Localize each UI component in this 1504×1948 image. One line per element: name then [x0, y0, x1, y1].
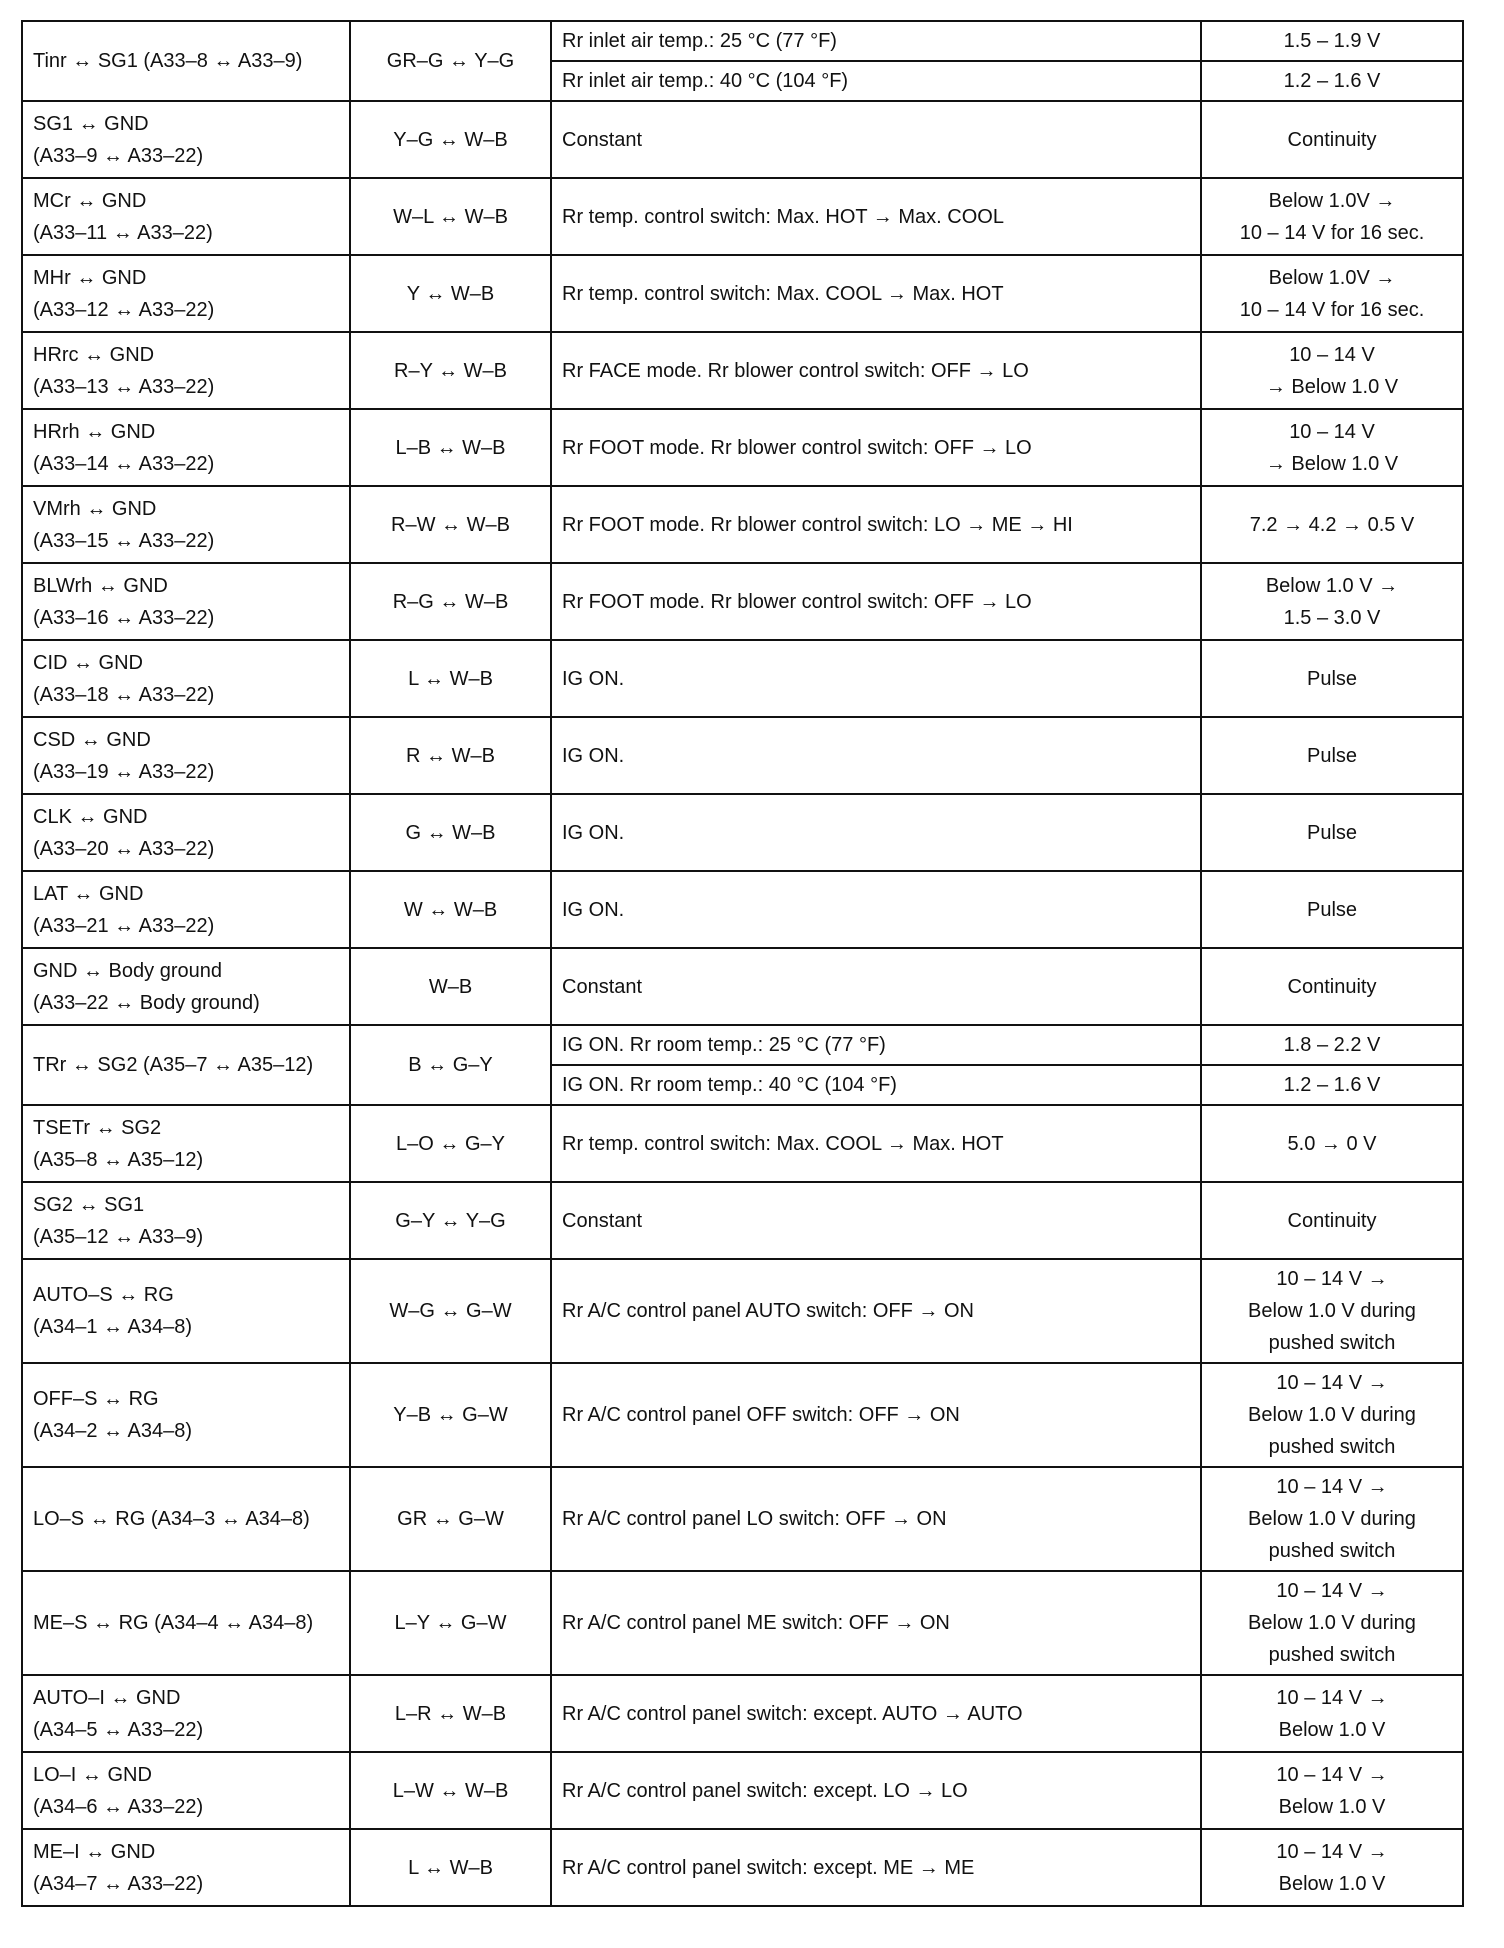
table-body — [22, 21, 1463, 1906]
condition-cell: Rr temp. control switch: Max. COOL → Max. HOT — [551, 255, 1201, 332]
wiring-color-cell: GR ↔ G–W — [350, 1467, 551, 1571]
specified-condition-cell: 10 – 14 V → Below 1.0 V — [1201, 1829, 1463, 1906]
terminal-cell: BLWrh ↔ GND (A33–16 ↔ A33–22) — [22, 563, 350, 640]
condition-cell: Rr inlet air temp.: 25 °C (77 °F) — [551, 21, 1201, 61]
specified-condition-cell: Continuity — [1201, 948, 1463, 1025]
table-row — [22, 1182, 1463, 1259]
condition-cell: Rr A/C control panel OFF switch: OFF → ON — [551, 1363, 1201, 1467]
table-row — [22, 794, 1463, 871]
table-row — [22, 1675, 1463, 1752]
condition-cell: IG ON. — [551, 794, 1201, 871]
table-row — [22, 717, 1463, 794]
specified-condition-cell: 10 – 14 V → Below 1.0 V during pushed switch — [1201, 1571, 1463, 1675]
specified-condition-cell: Continuity — [1201, 101, 1463, 178]
specified-condition-cell: 10 – 14 V → Below 1.0 V — [1201, 1752, 1463, 1829]
terminal-cell: SG2 ↔ SG1 (A35–12 ↔ A33–9) — [22, 1182, 350, 1259]
specified-condition-cell: 1.5 – 1.9 V — [1201, 21, 1463, 61]
table-row — [22, 1363, 1463, 1467]
wiring-color-cell: R ↔ W–B — [350, 717, 551, 794]
condition-cell: IG ON. — [551, 871, 1201, 948]
wiring-color-cell: G–Y ↔ Y–G — [350, 1182, 551, 1259]
condition-cell: Rr A/C control panel switch: except. LO → LO — [551, 1752, 1201, 1829]
condition-cell: Rr temp. control switch: Max. COOL → Max. HOT — [551, 1105, 1201, 1182]
terminal-cell: MCr ↔ GND (A33–11 ↔ A33–22) — [22, 178, 350, 255]
table-row — [22, 948, 1463, 1025]
terminal-cell: ME–S ↔ RG (A34–4 ↔ A34–8) — [22, 1571, 350, 1675]
terminal-cell: GND ↔ Body ground (A33–22 ↔ Body ground) — [22, 948, 350, 1025]
specified-condition-cell: 10 – 14 V → Below 1.0 V — [1201, 409, 1463, 486]
table-row — [22, 486, 1463, 563]
condition-cell: Rr A/C control panel switch: except. AUTO → AUTO — [551, 1675, 1201, 1752]
specified-condition-cell: Pulse — [1201, 794, 1463, 871]
terminal-cell: CSD ↔ GND (A33–19 ↔ A33–22) — [22, 717, 350, 794]
table-row — [22, 101, 1463, 178]
wiring-color-cell: W–B — [350, 948, 551, 1025]
terminal-cell: AUTO–I ↔ GND (A34–5 ↔ A33–22) — [22, 1675, 350, 1752]
terminal-cell: HRrh ↔ GND (A33–14 ↔ A33–22) — [22, 409, 350, 486]
terminal-cell: TRr ↔ SG2 (A35–7 ↔ A35–12) — [22, 1025, 350, 1105]
wiring-color-cell: W–G ↔ G–W — [350, 1259, 551, 1363]
table-row — [22, 255, 1463, 332]
terminal-cell: Tinr ↔ SG1 (A33–8 ↔ A33–9) — [22, 21, 350, 101]
wiring-color-cell: W–L ↔ W–B — [350, 178, 551, 255]
specified-condition-cell: Pulse — [1201, 717, 1463, 794]
terminal-cell: LAT ↔ GND (A33–21 ↔ A33–22) — [22, 871, 350, 948]
table-row — [22, 1467, 1463, 1571]
condition-cell: Rr A/C control panel AUTO switch: OFF → ON — [551, 1259, 1201, 1363]
condition-cell: Constant — [551, 1182, 1201, 1259]
wiring-color-cell: Y–G ↔ W–B — [350, 101, 551, 178]
table-row — [22, 409, 1463, 486]
wiring-color-cell: L–W ↔ W–B — [350, 1752, 551, 1829]
specified-condition-cell: 10 – 14 V → Below 1.0 V — [1201, 1675, 1463, 1752]
wiring-color-cell: R–G ↔ W–B — [350, 563, 551, 640]
condition-cell: Rr temp. control switch: Max. HOT → Max. COOL — [551, 178, 1201, 255]
specified-condition-cell: 10 – 14 V → Below 1.0 V during pushed switch — [1201, 1363, 1463, 1467]
table-row — [22, 563, 1463, 640]
terminal-cell: VMrh ↔ GND (A33–15 ↔ A33–22) — [22, 486, 350, 563]
specified-condition-cell: Continuity — [1201, 1182, 1463, 1259]
condition-cell: Rr FACE mode. Rr blower control switch: OFF → LO — [551, 332, 1201, 409]
terminal-cell: OFF–S ↔ RG (A34–2 ↔ A34–8) — [22, 1363, 350, 1467]
condition-cell: Rr FOOT mode. Rr blower control switch: OFF → LO — [551, 409, 1201, 486]
terminal-cell: CLK ↔ GND (A33–20 ↔ A33–22) — [22, 794, 350, 871]
specified-condition-cell: 10 – 14 V → Below 1.0 V — [1201, 332, 1463, 409]
terminal-cell: TSETr ↔ SG2 (A35–8 ↔ A35–12) — [22, 1105, 350, 1182]
condition-cell: Constant — [551, 101, 1201, 178]
table-row — [22, 1829, 1463, 1906]
specified-condition-cell: 5.0 → 0 V — [1201, 1105, 1463, 1182]
wiring-color-cell: L–Y ↔ G–W — [350, 1571, 551, 1675]
specified-condition-cell: Below 1.0V → 10 – 14 V for 16 sec. — [1201, 255, 1463, 332]
condition-cell: IG ON. — [551, 717, 1201, 794]
table-row — [22, 1752, 1463, 1829]
table-row — [22, 1025, 1463, 1065]
table-row — [22, 1571, 1463, 1675]
terminal-cell: AUTO–S ↔ RG (A34–1 ↔ A34–8) — [22, 1259, 350, 1363]
specified-condition-cell: Below 1.0V → 10 – 14 V for 16 sec. — [1201, 178, 1463, 255]
wiring-color-cell: L–R ↔ W–B — [350, 1675, 551, 1752]
specified-condition-cell: 1.8 – 2.2 V — [1201, 1025, 1463, 1065]
condition-cell: Rr A/C control panel LO switch: OFF → ON — [551, 1467, 1201, 1571]
table-row — [22, 1105, 1463, 1182]
wiring-color-cell: R–W ↔ W–B — [350, 486, 551, 563]
table-row — [22, 1259, 1463, 1363]
wiring-color-cell: G ↔ W–B — [350, 794, 551, 871]
terminal-cell: LO–I ↔ GND (A34–6 ↔ A33–22) — [22, 1752, 350, 1829]
table-row — [22, 178, 1463, 255]
wiring-color-cell: L–O ↔ G–Y — [350, 1105, 551, 1182]
wiring-color-cell: Y ↔ W–B — [350, 255, 551, 332]
specified-condition-cell: Pulse — [1201, 640, 1463, 717]
wiring-color-cell: L–B ↔ W–B — [350, 409, 551, 486]
specified-condition-cell: Below 1.0 V → 1.5 – 3.0 V — [1201, 563, 1463, 640]
wiring-color-cell: Y–B ↔ G–W — [350, 1363, 551, 1467]
condition-cell: Rr FOOT mode. Rr blower control switch: OFF → LO — [551, 563, 1201, 640]
terminal-cell: ME–I ↔ GND (A34–7 ↔ A33–22) — [22, 1829, 350, 1906]
wiring-color-cell: B ↔ G–Y — [350, 1025, 551, 1105]
specified-condition-cell: 7.2 → 4.2 → 0.5 V — [1201, 486, 1463, 563]
terminal-inspection-table — [21, 20, 1464, 1907]
table-row — [22, 871, 1463, 948]
condition-cell: IG ON. Rr room temp.: 40 °C (104 °F) — [551, 1065, 1201, 1105]
condition-cell: IG ON. — [551, 640, 1201, 717]
wiring-color-cell: W ↔ W–B — [350, 871, 551, 948]
wiring-color-cell: GR–G ↔ Y–G — [350, 21, 551, 101]
condition-cell: Rr A/C control panel switch: except. ME → ME — [551, 1829, 1201, 1906]
terminal-cell: SG1 ↔ GND (A33–9 ↔ A33–22) — [22, 101, 350, 178]
condition-cell: Rr A/C control panel ME switch: OFF → ON — [551, 1571, 1201, 1675]
specified-condition-cell: 1.2 – 1.6 V — [1201, 61, 1463, 101]
table-row — [22, 640, 1463, 717]
terminal-cell: CID ↔ GND (A33–18 ↔ A33–22) — [22, 640, 350, 717]
wiring-color-cell: L ↔ W–B — [350, 1829, 551, 1906]
specified-condition-cell: 10 – 14 V → Below 1.0 V during pushed switch — [1201, 1467, 1463, 1571]
condition-cell: IG ON. Rr room temp.: 25 °C (77 °F) — [551, 1025, 1201, 1065]
condition-cell: Rr inlet air temp.: 40 °C (104 °F) — [551, 61, 1201, 101]
specified-condition-cell: Pulse — [1201, 871, 1463, 948]
condition-cell: Rr FOOT mode. Rr blower control switch: LO → ME → HI — [551, 486, 1201, 563]
condition-cell: Constant — [551, 948, 1201, 1025]
terminal-cell: HRrc ↔ GND (A33–13 ↔ A33–22) — [22, 332, 350, 409]
specified-condition-cell: 1.2 – 1.6 V — [1201, 1065, 1463, 1105]
table-row — [22, 332, 1463, 409]
terminal-cell: MHr ↔ GND (A33–12 ↔ A33–22) — [22, 255, 350, 332]
wiring-color-cell: L ↔ W–B — [350, 640, 551, 717]
terminal-cell: LO–S ↔ RG (A34–3 ↔ A34–8) — [22, 1467, 350, 1571]
specified-condition-cell: 10 – 14 V → Below 1.0 V during pushed switch — [1201, 1259, 1463, 1363]
wiring-color-cell: R–Y ↔ W–B — [350, 332, 551, 409]
table-row — [22, 21, 1463, 61]
